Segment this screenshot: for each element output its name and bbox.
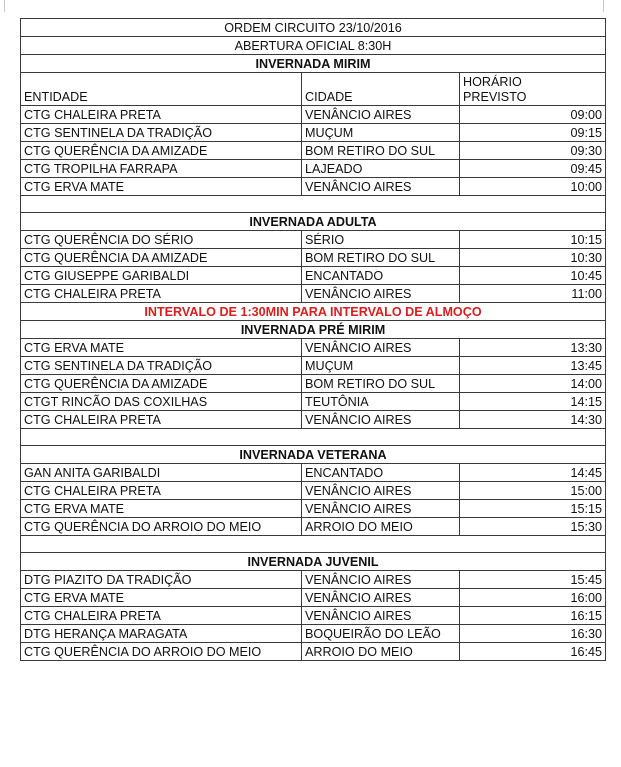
entity-cell: DTG PIAZITO DA TRADIÇÃO [21, 571, 302, 589]
table-row [21, 178, 606, 196]
time-cell: 10:00 [460, 178, 606, 196]
table-row [21, 411, 606, 429]
time-cell: 14:45 [460, 464, 606, 482]
column-header-time-line1: HORÁRIO [463, 75, 522, 89]
entity-cell: CTGT RINCÃO DAS COXILHAS [21, 393, 302, 411]
time-cell: 10:45 [460, 267, 606, 285]
entity-cell: CTG CHALEIRA PRETA [21, 482, 302, 500]
entity-cell: CTG CHALEIRA PRETA [21, 607, 302, 625]
city-cell: ENCANTADO [302, 267, 460, 285]
time-cell: 16:30 [460, 625, 606, 643]
table-row [21, 518, 606, 536]
entity-cell: CTG CHALEIRA PRETA [21, 411, 302, 429]
table-row [21, 482, 606, 500]
city-cell: MUÇUM [302, 124, 460, 142]
table-row [21, 643, 606, 661]
subtitle-row [21, 37, 606, 55]
column-header-entity: ENTIDADE [21, 73, 302, 106]
document-title: ORDEM CIRCUITO 23/10/2016 [21, 19, 606, 37]
time-cell: 16:00 [460, 589, 606, 607]
entity-cell: CTG QUERÊNCIA DO ARROIO DO MEIO [21, 518, 302, 536]
column-header-city: CIDADE [302, 73, 460, 106]
interval-row [21, 303, 606, 321]
entity-cell: CTG GIUSEPPE GARIBALDI [21, 267, 302, 285]
time-cell: 09:00 [460, 106, 606, 124]
city-cell: VENÂNCIO AIRES [302, 589, 460, 607]
time-cell: 15:00 [460, 482, 606, 500]
page-edge-right [603, 0, 604, 12]
city-cell: VENÂNCIO AIRES [302, 482, 460, 500]
table-row [21, 500, 606, 518]
title-row [21, 19, 606, 37]
schedule-table [20, 18, 606, 661]
spacer-cell [21, 429, 606, 446]
city-cell: VENÂNCIO AIRES [302, 339, 460, 357]
table-row [21, 267, 606, 285]
table-row [21, 124, 606, 142]
column-header-time-line2: PREVISTO [463, 90, 527, 104]
table-row [21, 339, 606, 357]
time-cell: 14:30 [460, 411, 606, 429]
page-edge-left [4, 0, 5, 12]
spacer-cell [21, 536, 606, 553]
time-cell: 10:15 [460, 231, 606, 249]
entity-cell: CTG QUERÊNCIA DA AMIZADE [21, 249, 302, 267]
city-cell: VENÂNCIO AIRES [302, 411, 460, 429]
time-cell: 13:30 [460, 339, 606, 357]
column-header-time [460, 73, 606, 106]
table-row [21, 607, 606, 625]
entity-cell: CTG QUERÊNCIA DO SÉRIO [21, 231, 302, 249]
entity-cell: CTG SENTINELA DA TRADIÇÃO [21, 124, 302, 142]
section-title: INVERNADA PRÉ MIRIM [21, 321, 606, 339]
entity-cell: CTG ERVA MATE [21, 589, 302, 607]
city-cell: VENÂNCIO AIRES [302, 571, 460, 589]
city-cell: BOM RETIRO DO SUL [302, 142, 460, 160]
table-row [21, 393, 606, 411]
city-cell: LAJEADO [302, 160, 460, 178]
entity-cell: GAN ANITA GARIBALDI [21, 464, 302, 482]
table-row [21, 160, 606, 178]
time-cell: 13:45 [460, 357, 606, 375]
city-cell: SÉRIO [302, 231, 460, 249]
time-cell: 09:30 [460, 142, 606, 160]
time-cell: 15:45 [460, 571, 606, 589]
schedule-body [21, 19, 606, 661]
time-cell: 14:15 [460, 393, 606, 411]
city-cell: ENCANTADO [302, 464, 460, 482]
time-cell: 09:45 [460, 160, 606, 178]
table-row [21, 142, 606, 160]
spacer-row [21, 536, 606, 553]
time-cell: 15:15 [460, 500, 606, 518]
table-row [21, 285, 606, 303]
entity-cell: CTG TROPILHA FARRAPA [21, 160, 302, 178]
city-cell: MUÇUM [302, 357, 460, 375]
entity-cell: CTG ERVA MATE [21, 178, 302, 196]
city-cell: VENÂNCIO AIRES [302, 178, 460, 196]
section-title-row [21, 55, 606, 73]
section-title: INVERNADA VETERANA [21, 446, 606, 464]
spacer-cell [21, 196, 606, 213]
entity-cell: CTG CHALEIRA PRETA [21, 285, 302, 303]
table-row [21, 589, 606, 607]
time-cell: 14:00 [460, 375, 606, 393]
table-row [21, 571, 606, 589]
entity-cell: CTG SENTINELA DA TRADIÇÃO [21, 357, 302, 375]
city-cell: TEUTÔNIA [302, 393, 460, 411]
city-cell: VENÂNCIO AIRES [302, 607, 460, 625]
column-header-row [21, 73, 606, 106]
city-cell: VENÂNCIO AIRES [302, 285, 460, 303]
table-row [21, 231, 606, 249]
table-row [21, 357, 606, 375]
spacer-row [21, 196, 606, 213]
section-title: INVERNADA ADULTA [21, 213, 606, 231]
city-cell: BOM RETIRO DO SUL [302, 375, 460, 393]
table-row [21, 106, 606, 124]
entity-cell: CTG CHALEIRA PRETA [21, 106, 302, 124]
city-cell: VENÂNCIO AIRES [302, 106, 460, 124]
section-title: INVERNADA MIRIM [21, 55, 606, 73]
entity-cell: CTG ERVA MATE [21, 500, 302, 518]
city-cell: BOQUEIRÃO DO LEÃO [302, 625, 460, 643]
city-cell: ARROIO DO MEIO [302, 643, 460, 661]
time-cell: 11:00 [460, 285, 606, 303]
section-title-row [21, 213, 606, 231]
time-cell: 16:15 [460, 607, 606, 625]
entity-cell: CTG ERVA MATE [21, 339, 302, 357]
time-cell: 10:30 [460, 249, 606, 267]
entity-cell: CTG QUERÊNCIA DA AMIZADE [21, 142, 302, 160]
city-cell: ARROIO DO MEIO [302, 518, 460, 536]
table-row [21, 625, 606, 643]
section-title-row [21, 553, 606, 571]
opening-time: ABERTURA OFICIAL 8:30H [21, 37, 606, 55]
table-row [21, 464, 606, 482]
city-cell: BOM RETIRO DO SUL [302, 249, 460, 267]
section-title: INVERNADA JUVENIL [21, 553, 606, 571]
spacer-row [21, 429, 606, 446]
section-title-row [21, 446, 606, 464]
section-title-row [21, 321, 606, 339]
time-cell: 16:45 [460, 643, 606, 661]
table-row [21, 375, 606, 393]
time-cell: 09:15 [460, 124, 606, 142]
entity-cell: CTG QUERÊNCIA DO ARROIO DO MEIO [21, 643, 302, 661]
city-cell: VENÂNCIO AIRES [302, 500, 460, 518]
entity-cell: DTG HERANÇA MARAGATA [21, 625, 302, 643]
interval-note: INTERVALO DE 1:30MIN PARA INTERVALO DE ALMOÇO [21, 303, 606, 321]
table-row [21, 249, 606, 267]
time-cell: 15:30 [460, 518, 606, 536]
entity-cell: CTG QUERÊNCIA DA AMIZADE [21, 375, 302, 393]
